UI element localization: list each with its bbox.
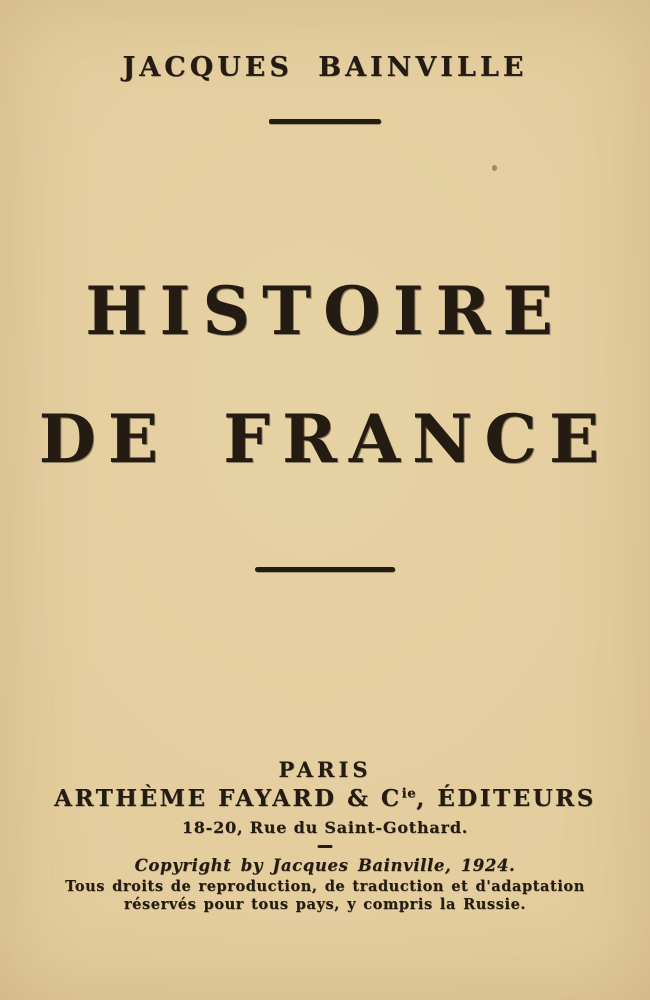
publisher-address: 18-20, Rue du Saint-Gothard. — [181, 818, 469, 837]
publisher-name — [0, 785, 650, 812]
copyright-notice: Copyright by Jacques Bainville, 1924. — [134, 856, 516, 875]
rights-reserved-line-2: réservés pour tous pays, y compris la Russie. — [123, 896, 527, 913]
publisher-name-prefix: ARTHÈME FAYARD & C — [54, 785, 402, 812]
book-title-line-2: DE FRANCE — [38, 400, 612, 478]
publisher-city: PARIS — [278, 757, 372, 782]
publisher-name-suffix: , ÉDITEURS — [416, 785, 596, 812]
divider-under-author — [269, 119, 381, 124]
divider-under-address — [318, 845, 333, 848]
book-title-line-1: HISTOIRE — [85, 272, 565, 350]
paper-speck — [492, 165, 497, 171]
publisher-name-superscript: ie — [401, 785, 417, 802]
rights-reserved-line-1: Tous droits de reproduction, de traduction et d'adaptation — [65, 878, 585, 895]
author-name: JACQUES BAINVILLE — [122, 52, 528, 83]
divider-under-title — [255, 567, 395, 572]
